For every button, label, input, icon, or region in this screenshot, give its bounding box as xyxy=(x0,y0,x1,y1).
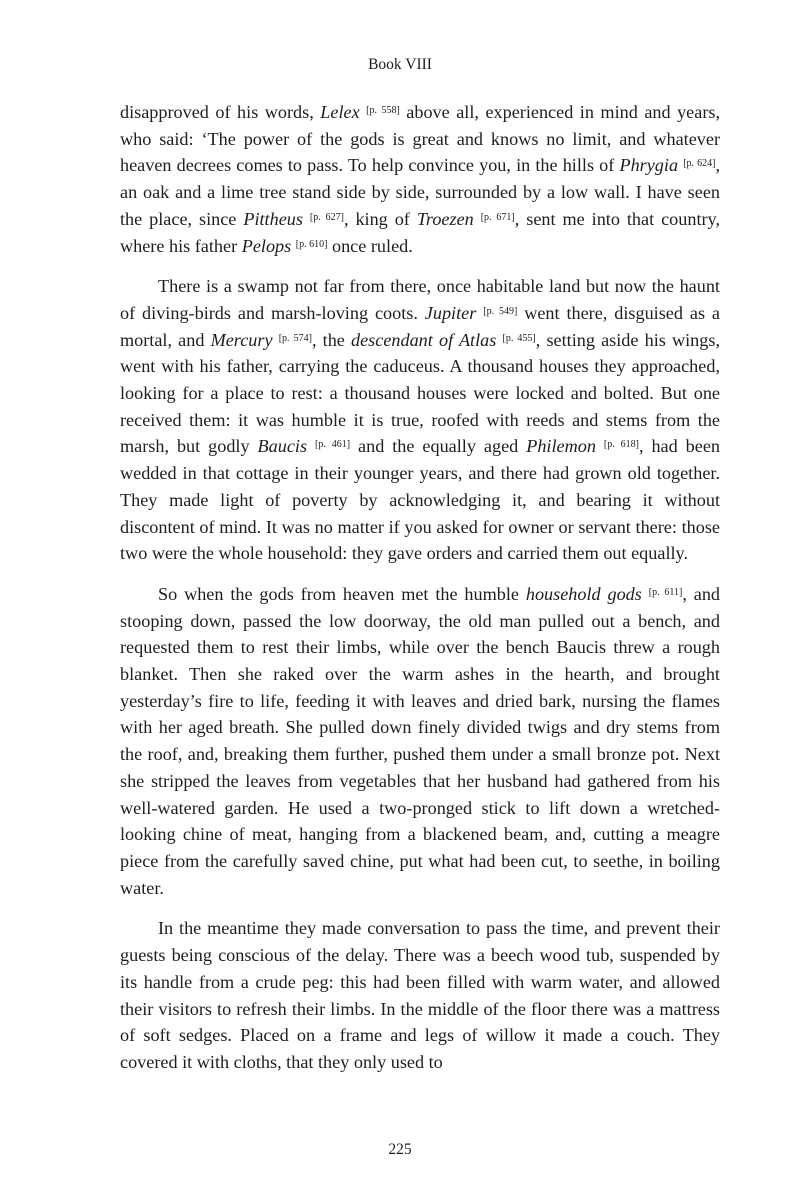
text-run: , the xyxy=(311,329,352,350)
text-run xyxy=(642,584,649,604)
page-reference-link[interactable]: [p. 455] xyxy=(502,332,536,344)
italic-term: household gods xyxy=(525,583,642,604)
text-run: In the meantime they made conversation to pass the time, and prevent their guests being conscious of the delay. There was a beech wood tub, suspended by its handle from a crude peg: this had been filled with warm water, and allowed their visitors to refresh their limbs. In the middle of the floor there was a mattress of soft sedges. Placed on a frame and legs of willow it made a couch. They covered it with cloths, that they only used to xyxy=(120,918,720,1072)
italic-term: Lelex xyxy=(320,102,360,122)
italic-term: Baucis xyxy=(257,436,308,457)
italic-term: Pelops xyxy=(241,235,292,256)
italic-term: Mercury xyxy=(210,329,273,350)
text-run xyxy=(596,436,604,456)
italic-term: Phrygia xyxy=(619,155,679,176)
page-reference-link[interactable]: [p. 624] xyxy=(683,158,716,170)
paragraph-4 xyxy=(120,915,720,1075)
body-text xyxy=(120,99,720,1076)
page-reference-link[interactable]: [p. 611] xyxy=(648,586,683,598)
page-reference-link[interactable]: [p. 549] xyxy=(483,305,518,317)
text-run xyxy=(474,209,481,229)
italic-term: Pittheus xyxy=(243,208,303,229)
page-number: 225 xyxy=(388,1141,412,1158)
text-run xyxy=(307,436,315,456)
page-reference-link[interactable]: [p. 461] xyxy=(315,439,351,451)
text-run: and the equally aged xyxy=(350,436,527,457)
text-run: disapproved of his words, xyxy=(120,102,321,122)
page-reference-link[interactable]: [p. 574] xyxy=(278,332,312,344)
text-run: , and stooping down, passed the low doorway, the old man pulled out a bench, and requested them to rest their limbs, while over the bench Baucis threw a rough blanket. Then she raked over the warm ashes in the hearth, and brought yesterday’s fire to life, feeding it with leaves and dried bark, nursing the flames with her aged breath. She pulled down finely divided twigs and dry stems from the roof, and, breaking them further, pushed them under a small bronze pot. Next she stripped the leaves from vegetables that her husband had gathered from his well-watered garden. He used a two-pronged stick to lift down a wretched-looking chine of meat, hanging from a blackened beam, and, cutting a meagre piece from the carefully saved chine, put what had been cut, to seethe, in boiling water. xyxy=(120,583,721,898)
page-reference-link[interactable]: [p. 610] xyxy=(295,238,328,250)
italic-term: descendant of Atlas xyxy=(351,329,497,350)
page-reference-link[interactable]: [p. 671] xyxy=(480,211,515,223)
paragraph-3 xyxy=(120,581,720,901)
page-reference-link[interactable]: [p. 558] xyxy=(366,105,400,116)
paragraph-1 xyxy=(120,99,720,259)
italic-term: Jupiter xyxy=(424,302,477,323)
text-run: There is a swamp not far from there, once habitable land but now the haunt of diving-birds and marsh-loving coots. xyxy=(120,276,720,323)
text-run: , setting aside his wings, went with his father, carrying the caduceus. A thousand houses they approached, looking for a place to rest: a thousand houses were locked and bolted. But one received them: it was humble it is true, roofed with reeds and stems from the marsh, but godly xyxy=(120,329,720,457)
text-run: So when the gods from heaven met the humble xyxy=(158,583,526,604)
text-run: , had been wedded in that cottage in their younger years, and there had grown old together. They made light of poverty by acknowledging it, and bearing it without discontent of mind. It was no matter if you asked for owner or servant there: those two were the whole household: they gave orders and carried them out equally. xyxy=(120,436,720,564)
italic-term: Troezen xyxy=(416,208,474,229)
italic-term: Philemon xyxy=(526,436,596,457)
text-run: , sent me into that country, where his father xyxy=(120,208,721,256)
page-reference-link[interactable]: [p. 618] xyxy=(603,439,639,451)
text-run: once ruled. xyxy=(327,235,413,256)
text-run: , king of xyxy=(343,208,417,229)
running-header: Book VIII xyxy=(368,56,432,73)
text-run: went there, disguised as a mortal, and xyxy=(120,302,721,350)
text-run xyxy=(303,209,310,229)
text-run: above all, experienced in mind and years, who said: ‘The power of the gods is great and knows no limit, and whatever heaven decrees comes to pass. To help convince you, in the hills of xyxy=(120,102,721,176)
page-reference-link[interactable]: [p. 627] xyxy=(309,211,344,223)
text-run: , an oak and a lime tree stand side by side, surrounded by a low wall. I have seen the place, since xyxy=(120,155,720,229)
paragraph-2 xyxy=(120,273,720,567)
